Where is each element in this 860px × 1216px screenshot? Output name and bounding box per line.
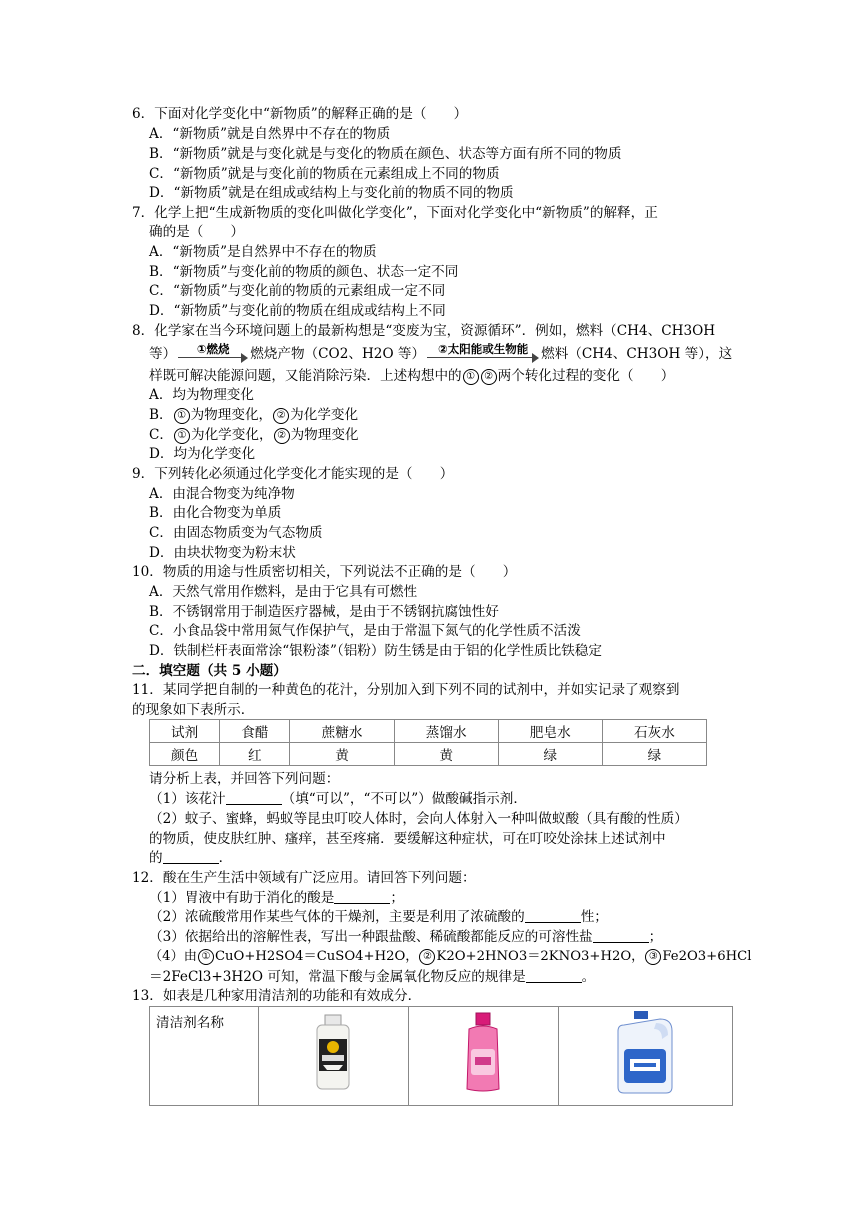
circled-two: ② xyxy=(273,408,289,424)
table-cell: 蔗糖水 xyxy=(290,720,394,743)
answer-blank[interactable] xyxy=(526,968,582,983)
circled-one: ① xyxy=(198,949,214,965)
q8-option-c-prefix: C． xyxy=(149,427,173,443)
arrow-label-combustion: ①燃烧 xyxy=(196,341,230,356)
q12-part4-a: （4）由 xyxy=(149,949,197,964)
table-cell: 黄 xyxy=(394,743,498,766)
q6-option-a: A．“新物质”就是自然界中不存在的物质 xyxy=(149,126,391,142)
table-row xyxy=(150,1007,733,1106)
q10-option-d: D．铁制栏杆表面常涂“银粉漆”（铝粉）防生锈是由于铝的化学性质比铁稳定 xyxy=(149,643,602,659)
q11-part1-a: （1）该花汁 xyxy=(149,791,226,807)
q7-stem-line1: 7．化学上把“生成新物质的变化叫做化学变化”，下面对化学变化中“新物质”的解释，正 xyxy=(132,205,658,221)
table-cell xyxy=(259,1007,409,1106)
section-heading-fill-in: 二．填空题（共 5 小题） xyxy=(132,663,287,679)
q8-line3 xyxy=(149,366,674,386)
q6-option-c: C．“新物质”就是与变化前的物质在元素组成上不同的物质 xyxy=(149,166,500,182)
q12-part4-line1 xyxy=(149,947,751,967)
cleaner-table xyxy=(149,1006,733,1106)
reaction-arrow-solar xyxy=(427,341,539,365)
answer-blank[interactable] xyxy=(525,908,581,923)
q12-part4-c: 。 xyxy=(581,969,596,985)
table-cell: 绿 xyxy=(498,743,602,766)
circled-two: ② xyxy=(419,949,435,965)
q8-option-a: A．均为物理变化 xyxy=(149,387,254,403)
q8-line3-b: 两个转化过程的变化（ ） xyxy=(497,368,675,384)
q11-part1 xyxy=(149,789,527,809)
q8-line1: 8．化学家在当今环境问题上的最新构想是“变废为宝，资源循环”．例如，燃料（CH4、CH3OH xyxy=(132,323,716,339)
table-cell: 蒸馏水 xyxy=(394,720,498,743)
table-header-cell: 清洁剂名称 xyxy=(150,1007,259,1106)
circled-three: ③ xyxy=(645,949,661,965)
q11-part2-line3-b: ． xyxy=(218,850,233,866)
table-cell xyxy=(408,1007,558,1106)
equation-3: Fe2O3+6HCl xyxy=(662,949,752,964)
q9-option-d: D．由块状物变为粉末状 xyxy=(149,545,296,561)
answer-blank[interactable] xyxy=(226,790,282,805)
answer-blank[interactable] xyxy=(334,889,390,904)
q12-stem: 12．酸在生产生活中领域有广泛应用。请回答下列问题： xyxy=(132,870,476,886)
circled-two: ② xyxy=(481,369,497,385)
detergent-bottle-icon xyxy=(453,1011,513,1095)
table-row xyxy=(150,720,707,743)
q12-part3-a: （3）依据给出的溶解性表，写出一种跟盐酸、稀硫酸都能反应的可溶性盐 xyxy=(149,929,593,945)
arrow-label-solar: ②太阳能或生物能 xyxy=(437,341,529,356)
indicator-table xyxy=(149,719,707,766)
q7-option-a: A．“新物质”是自然界中不存在的物质 xyxy=(149,244,377,260)
q12-part4-b: ＝2FeCl3+3H2O 可知，常温下酸与金属氧化物反应的规律是 xyxy=(149,969,526,985)
q12-part2 xyxy=(149,907,608,927)
q8-option-b-prefix: B． xyxy=(149,407,173,423)
equation-2: K2O+2HNO3＝2KNO3+H2O， xyxy=(436,949,645,964)
q11-part2-line1: （2）蚊子、蜜蜂，蚂蚁等昆虫叮咬人体时，会向人体射入一种叫做蚁酸（具有酸的性质） xyxy=(149,811,688,827)
q11-part1-b: （填“可以”，“不可以”）做酸碱指示剂． xyxy=(281,791,527,807)
equation-1: CuO+H2SO4＝CuSO4+H2O， xyxy=(214,949,419,964)
q10-option-b: B．不锈钢常用于制造医疗器械，是由于不锈钢抗腐蚀性好 xyxy=(149,604,499,620)
table-cell: 肥皂水 xyxy=(498,720,602,743)
answer-blank[interactable] xyxy=(163,849,219,864)
q6-stem: 6．下面对化学变化中“新物质”的解释正确的是（ ） xyxy=(132,106,468,122)
answer-blank[interactable] xyxy=(593,928,649,943)
q12-part1-a: （1）胃液中有助于消化的酸是 xyxy=(149,890,335,906)
bleach-jug-icon xyxy=(610,1009,680,1095)
q9-option-a: A．由混合物变为纯净物 xyxy=(149,486,295,502)
q7-option-d: D．“新物质”与变化前的物质在组成或结构上不同 xyxy=(149,303,446,319)
q10-option-c: C．小食品袋中常用氮气作保护气，是由于常温下氮气的化学性质不活泼 xyxy=(149,623,581,639)
table-cell: 黄 xyxy=(290,743,394,766)
circled-one: ① xyxy=(463,369,479,385)
q12-part4-line2 xyxy=(149,967,595,987)
table-cell: 试剂 xyxy=(150,720,220,743)
q11-part2-line3 xyxy=(149,848,232,868)
q12-part3 xyxy=(149,927,662,947)
q12-part1-b: ； xyxy=(390,890,404,906)
q12-part3-b: ； xyxy=(648,929,663,945)
table-cell: 食醋 xyxy=(220,720,290,743)
circled-one: ① xyxy=(174,408,190,424)
table-cell: 石灰水 xyxy=(602,720,706,743)
q13-stem: 13．如表是几种家用清洁剂的功能和有效成分． xyxy=(132,988,422,1004)
q9-option-b: B．由化合物变为单质 xyxy=(149,505,282,521)
q9-option-c: C．由固态物质变为气态物质 xyxy=(149,525,323,541)
q8-line2-c: 燃料（CH4、CH3OH 等），这 xyxy=(541,346,733,362)
table-cell: 绿 xyxy=(602,743,706,766)
q11-intro: 请分析上表，并回答下列问题： xyxy=(149,771,340,787)
toilet-cleaner-bottle-icon xyxy=(303,1013,363,1093)
q8-line3-a: 样既可解决能源问题，又能消除污染．上述构想中的 xyxy=(149,368,462,384)
q11-stem-line2: 的现象如下表所示． xyxy=(132,702,255,718)
q6-option-d: D．“新物质”就是在组成或结构上与变化前的物质不同的物质 xyxy=(149,185,514,201)
q8-option-d: D．均为化学变化 xyxy=(149,446,256,462)
q7-option-c: C．“新物质”与变化前的物质的元素组成一定不同 xyxy=(149,283,446,299)
q8-option-c xyxy=(149,425,359,445)
q8-line2-a: 等） xyxy=(149,346,177,362)
circled-two: ② xyxy=(274,428,290,444)
q12-part2-a: （2）浓硫酸常用作某些气体的干燥剂，主要是利用了浓硫酸的 xyxy=(149,909,525,925)
q9-stem: 9．下列转化必须通过化学变化才能实现的是（ ） xyxy=(132,466,454,482)
q10-stem: 10．物质的用途与性质密切相关，下列说法不正确的是（ ） xyxy=(132,564,517,580)
q8-option-c-part2: 为物理变化 xyxy=(290,427,359,443)
q8-line2-b: 燃烧产物（CO2、H2O 等） xyxy=(250,346,426,362)
q11-part2-line2: 的物质，使皮肤红肿、瘙痒，甚至疼痛．要缓解这种症状，可在叮咬处涂抹上述试剂中 xyxy=(149,831,666,847)
table-row xyxy=(150,743,707,766)
circled-one: ① xyxy=(174,428,190,444)
q8-option-c-part1: 为化学变化， xyxy=(191,427,273,443)
q8-option-b-part2: 为化学变化 xyxy=(290,407,359,423)
q11-part2-line3-a: 的 xyxy=(149,850,163,866)
q8-option-b-part1: 为物理变化， xyxy=(190,407,273,423)
q12-part2-b: 性； xyxy=(580,909,608,925)
table-cell: 颜色 xyxy=(150,743,220,766)
q6-option-b: B．“新物质”就是与变化就是与变化的物质在颜色、状态等方面有所不同的物质 xyxy=(149,146,622,162)
q8-line2 xyxy=(149,341,733,365)
q8-option-b xyxy=(149,405,358,425)
q11-stem-line1: 11．某同学把自制的一种黄色的花汁，分别加入到下列不同的试剂中，并如实记录了观察到 xyxy=(132,682,680,698)
q10-option-a: A．天然气常用作燃料，是由于它具有可燃性 xyxy=(149,584,418,600)
q7-option-b: B．“新物质”与变化前的物质的颜色、状态一定不同 xyxy=(149,264,459,280)
reaction-arrow-combustion xyxy=(178,341,248,365)
q12-part1 xyxy=(149,888,404,908)
q7-stem-line2: 确的是（ ） xyxy=(149,224,245,240)
table-cell xyxy=(558,1007,732,1106)
table-cell: 红 xyxy=(220,743,290,766)
